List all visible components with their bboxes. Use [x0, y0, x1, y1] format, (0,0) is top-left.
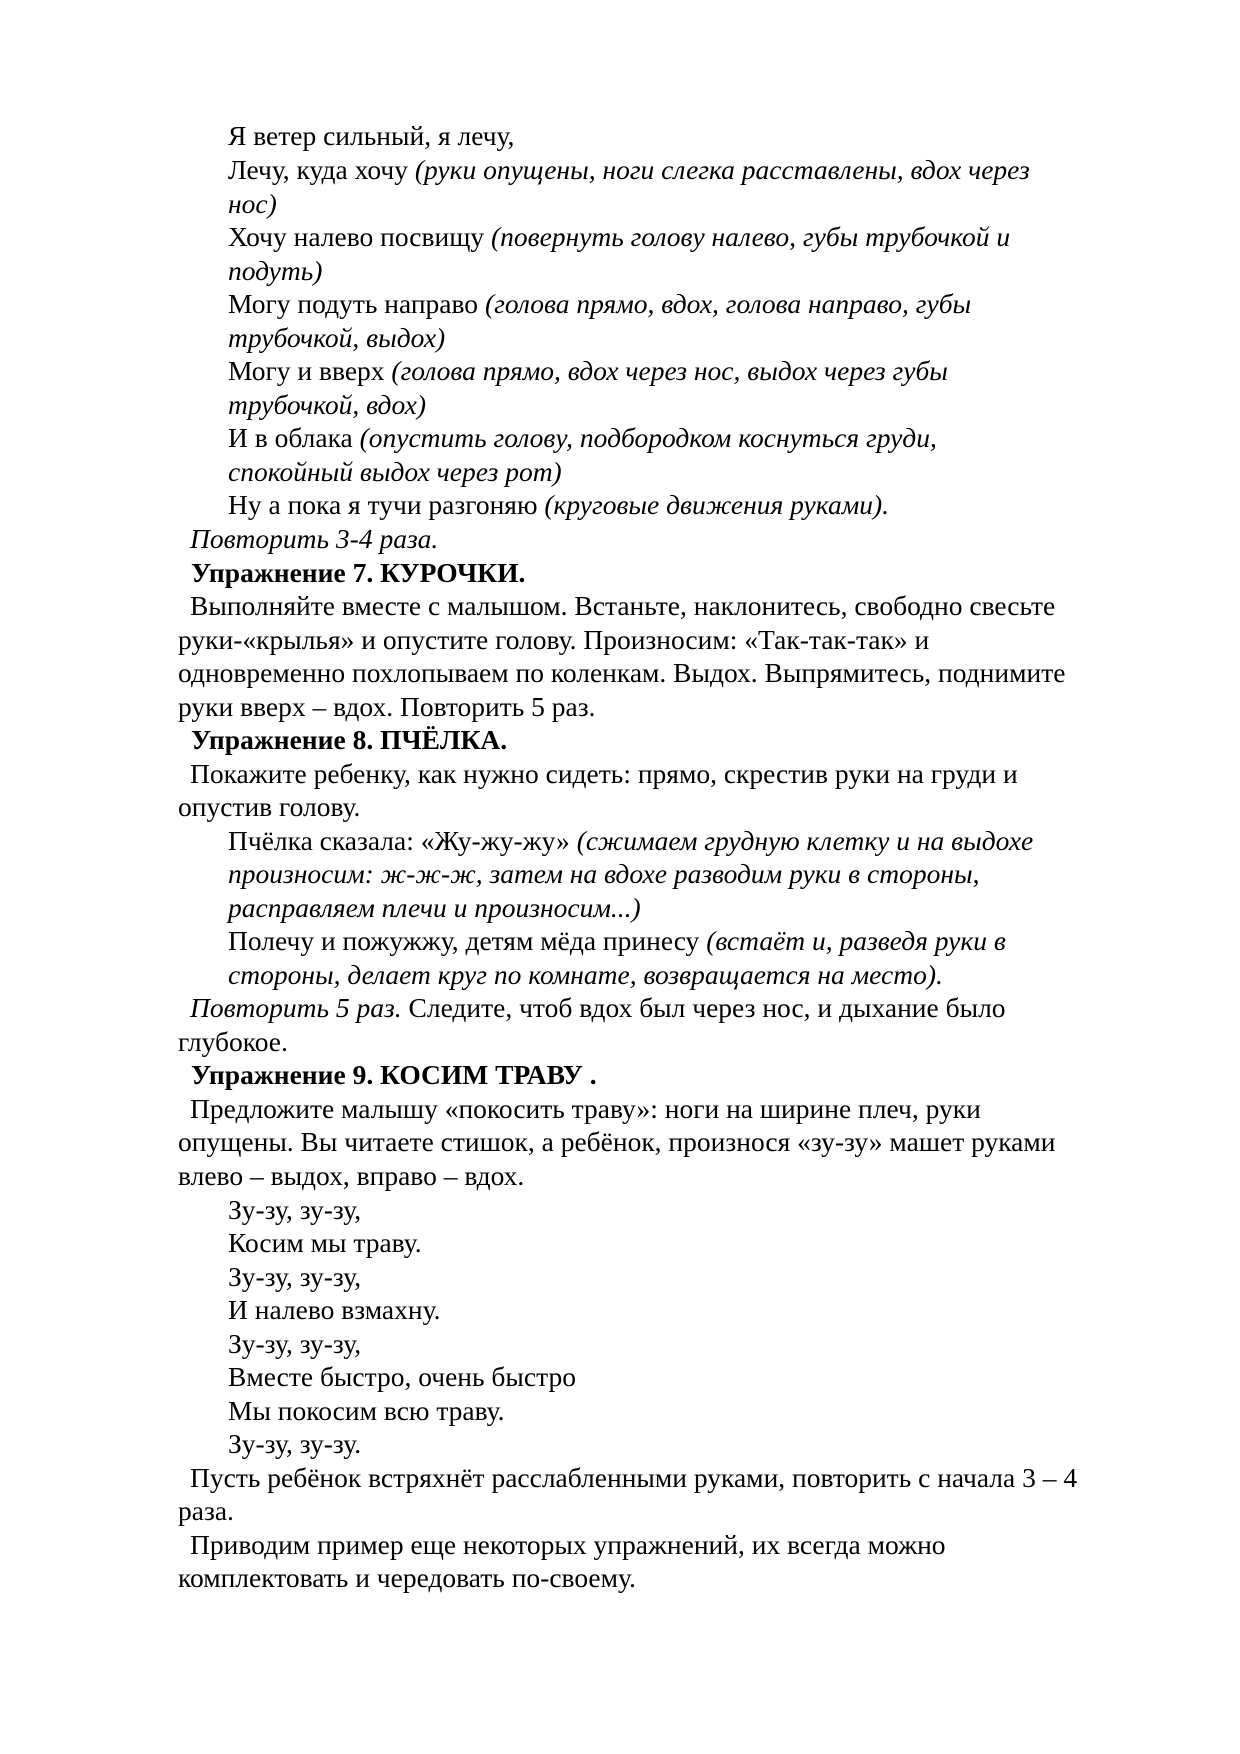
paragraph-line: влево – выдох, вправо – вдох. — [178, 1160, 525, 1191]
verse-line: Зу-зу, зу-зу, — [228, 1328, 362, 1359]
paragraph-line: Приводим пример еще некоторых упражнений, их всегда можно — [190, 1529, 946, 1560]
verse-line: нос) — [228, 188, 277, 219]
paragraph-line: Пусть ребёнок встряхнёт расслабленными руками, повторить с начала 3 – 4 — [190, 1462, 1078, 1493]
verse-line: стороны, делает круг по комнате, возвращается на место). — [228, 959, 943, 990]
paragraph-line: опустив голову. — [178, 791, 361, 822]
verse-line: трубочкой, вдох) — [228, 389, 427, 420]
verse-line: Могу и вверх (голова прямо, вдох через нос, выдох через губы — [228, 355, 948, 386]
verse-line: Лечу, куда хочу (руки опущены, ноги слегка расставлены, вдох через — [228, 154, 1030, 185]
verse-line: произносим: ж-ж-ж, затем на вдохе разводим руки в стороны, — [228, 858, 980, 889]
paragraph-line: руки-«крылья» и опустите голову. Произносим: «Так-так-так» и — [178, 624, 930, 655]
verse-line: Зу-зу, зу-зу, — [228, 1194, 362, 1225]
paragraph-line: раза. — [178, 1495, 234, 1526]
verse-line: Я ветер сильный, я лечу, — [228, 120, 515, 151]
verse-line: Косим мы траву. — [228, 1227, 422, 1258]
verse-line: Пчёлка сказала: «Жу-жу-жу» (сжимаем грудную клетку и на выдохе — [228, 825, 1034, 856]
repeat-note: Повторить 3-4 раза. — [190, 523, 439, 554]
verse-line: И налево взмахну. — [228, 1294, 441, 1325]
paragraph-line: Покажите ребенку, как нужно сидеть: прямо, скрестив руки на груди и — [190, 758, 1018, 789]
verse-line: подуть) — [228, 255, 323, 286]
verse-line: Зу-зу, зу-зу. — [228, 1428, 362, 1459]
verse-line: Ну а пока я тучи разгоняю (круговые движения руками). — [228, 489, 890, 520]
paragraph-line: Выполняйте вместе с малышом. Встаньте, наклонитесь, свободно свесьте — [190, 590, 1056, 621]
paragraph-line: опущены. Вы читаете стишок, а ребёнок, произнося «зу-зу» машет руками — [178, 1126, 1056, 1157]
verse-line: расправляем плечи и произносим...) — [228, 892, 641, 923]
verse-line: Мы покосим всю траву. — [228, 1395, 505, 1426]
exercise-8-heading: Упражнение 8. ПЧЁЛКА. — [191, 724, 508, 755]
verse-line: Зу-зу, зу-зу, — [228, 1261, 362, 1292]
paragraph-line: комплектовать и чередовать по-своему. — [178, 1562, 636, 1593]
verse-line: Хочу налево посвищу (повернуть голову налево, губы трубочкой и — [228, 221, 1011, 252]
exercise-7-heading: Упражнение 7. КУРОЧКИ. — [191, 557, 526, 588]
paragraph-line: глубокое. — [178, 1026, 288, 1057]
repeat-note: Повторить 5 раз. Следите, чтоб вдох был через нос, и дыхание было — [190, 992, 1006, 1023]
paragraph-line: Предложите малышу «покосить траву»: ноги на ширине плеч, руки — [190, 1093, 981, 1124]
verse-line: Вместе быстро, очень быстро — [228, 1361, 576, 1392]
paragraph-line: одновременно похлопываем по коленкам. Выдох. Выпрямитесь, поднимите — [178, 657, 1066, 688]
verse-line: Могу подуть направо (голова прямо, вдох, голова направо, губы — [228, 288, 972, 319]
verse-line: И в облака (опустить голову, подбородком коснуться груди, — [228, 422, 937, 453]
verse-line: Полечу и пожужжу, детям мёда принесу (встаёт и, разведя руки в — [228, 925, 1006, 956]
exercise-9-heading: Упражнение 9. КОСИМ ТРАВУ . — [191, 1059, 597, 1090]
verse-line: спокойный выдох через рот) — [228, 456, 562, 487]
paragraph-line: руки вверх – вдох. Повторить 5 раз. — [178, 691, 596, 722]
verse-line: трубочкой, выдох) — [228, 322, 446, 353]
